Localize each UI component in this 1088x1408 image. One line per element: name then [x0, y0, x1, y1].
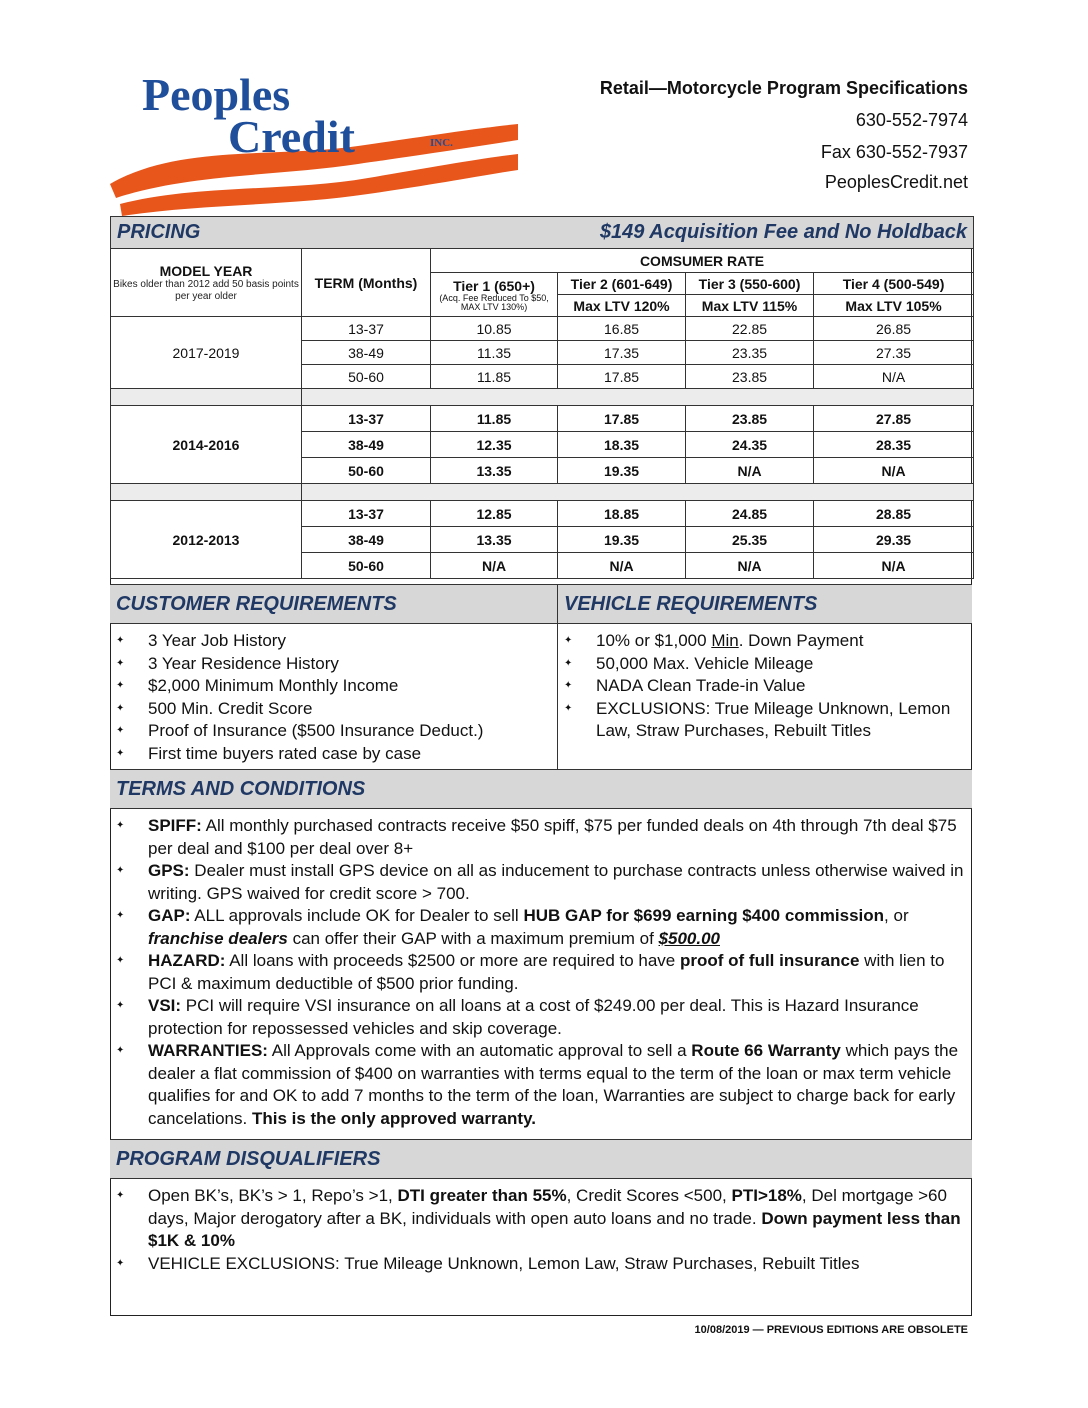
rate-cell: 23.35 [686, 341, 814, 365]
warranties-term: ✦ WARRANTIES: All Approvals come with an automatic approval to sell a Route 66 Warranty which pays the dealer a flat commission of $400 on warranties with terms equal to the term of the loan or max term vehicle qualifies for and OK to add 7 months to the term of the loan, Warranties are subject to charge back for early cancelations. This is the only approved warranty. [112, 1040, 967, 1130]
model-year-cell: 2012-2013 [111, 501, 302, 579]
pricing-title: PRICING [111, 217, 558, 249]
rate-cell: 10.85 [431, 317, 558, 341]
rate-cell: N/A [814, 458, 974, 484]
term-cell: 38-49 [302, 527, 431, 553]
website: PeoplesCredit.net [824, 172, 968, 192]
rate-cell: 28.85 [814, 501, 974, 527]
rate-cell: 13.35 [431, 527, 558, 553]
gap-term: ✦ GAP: ALL approvals include OK for Dealer to sell HUB GAP for $699 earning $400 commission, or franchise dealers can offer their GAP with a maximum premium of $500.00 [112, 905, 967, 950]
disqualifiers-section-header [110, 1139, 972, 1179]
group-spacer [111, 484, 974, 501]
vsi-term: ✦ VSI: PCI will require VSI insurance on all loans at a cost of $249.00 per deal. This is Hazard Insurance protection for repossessed vehicles and skip coverage. [112, 995, 967, 1040]
rate-cell: 27.85 [814, 406, 974, 432]
disqualifiers-title: PROGRAM DISQUALIFIERS [116, 1148, 381, 1170]
model-year-note: Bikes older than 2012 add 50 basis points per year older [113, 278, 299, 302]
gps-term: ✦ GPS: Dealer must install GPS device on all as inducement to purchase contracts unless otherwise waived in writing. GPS waived for credit score > 700. [112, 860, 967, 905]
list-item: ✦ Proof of Insurance ($500 Insurance Deduct.) [112, 720, 552, 743]
tier-3-header: Tier 3 (550-600) [686, 273, 814, 295]
tier-2-ltv: Max LTV 120% [558, 295, 686, 317]
tier-1-note: (Acq. Fee Reduced To $50, MAX LTV 130%) [439, 292, 549, 312]
terms-section-header [110, 769, 972, 809]
list-item: ✦ 3 Year Job History [112, 630, 552, 653]
table-row [111, 406, 974, 432]
table-row [111, 501, 974, 527]
rate-cell: N/A [686, 553, 814, 579]
rate-cell: 23.85 [686, 365, 814, 389]
phone-number: 630-552-7974 [855, 110, 968, 130]
list-item: ✦ First time buyers rated case by case [112, 743, 552, 766]
tier-4-ltv: Max LTV 105% [814, 295, 974, 317]
rate-cell: 27.35 [814, 341, 974, 365]
term-cell: 13-37 [302, 317, 431, 341]
logo-text-peoples: Peoples [142, 69, 291, 120]
rate-cell: N/A [558, 553, 686, 579]
list-item: ✦ EXCLUSIONS: True Mileage Unknown, Lemon Law, Straw Purchases, Rebuilt Titles [560, 698, 965, 743]
customer-requirements-title: CUSTOMER REQUIREMENTS [116, 593, 397, 615]
disqualifiers-list [112, 1185, 967, 1275]
rate-cell: N/A [686, 458, 814, 484]
term-cell: 38-49 [302, 341, 431, 365]
model-year-label: MODEL YEAR [159, 262, 253, 279]
hazard-term: ✦ HAZARD: All loans with proceeds $2500 or more are required to have proof of full insurance with lien to PCI & maximum deductible of $500 prior funding. [112, 950, 967, 995]
rate-cell: 12.35 [431, 432, 558, 458]
vehicle-requirements-list [560, 630, 965, 743]
rate-cell: 11.85 [431, 406, 558, 432]
rate-cell: 18.35 [558, 432, 686, 458]
logo-text-credit: Credit [228, 111, 355, 162]
rate-cell: 19.35 [558, 527, 686, 553]
model-year-header [111, 249, 302, 317]
tier-3-ltv: Max LTV 115% [686, 295, 814, 317]
rate-cell: 11.35 [431, 341, 558, 365]
term-cell: 38-49 [302, 432, 431, 458]
list-item: ✦ 10% or $1,000 Min. Down Payment [560, 630, 965, 653]
rate-cell: 11.85 [431, 365, 558, 389]
consumer-rate-header: COMSUMER RATE [431, 249, 974, 273]
list-item: ✦ 50,000 Max. Vehicle Mileage [560, 653, 965, 676]
tier-1-name: Tier 1 (650+) [453, 277, 535, 294]
tier-1-header [431, 273, 558, 317]
list-item: ✦ NADA Clean Trade-in Value [560, 675, 965, 698]
acquisition-fee-note: $149 Acquisition Fee and No Holdback [558, 217, 974, 249]
pricing-table [110, 216, 974, 579]
tier-2-header: Tier 2 (601-649) [558, 273, 686, 295]
rate-cell: 25.35 [686, 527, 814, 553]
list-item: ✦ 500 Min. Credit Score [112, 698, 552, 721]
list-item: ✦ $2,000 Minimum Monthly Income [112, 675, 552, 698]
rate-cell: 22.85 [686, 317, 814, 341]
list-item: ✦ 3 Year Residence History [112, 653, 552, 676]
spiff-term: ✦ SPIFF: All monthly purchased contracts receive $50 spiff, $75 per funded deals on 4th through 7th deal $75 per deal and $100 per deal over 8+ [112, 815, 967, 860]
rate-cell: 29.35 [814, 527, 974, 553]
fax-number: Fax 630-552-7937 [820, 142, 968, 162]
rate-cell: 12.85 [431, 501, 558, 527]
requirements-header [110, 584, 972, 624]
requirements-divider [557, 584, 558, 770]
document-title: Retail—Motorcycle Program Specifications [599, 78, 968, 98]
term-cell: 13-37 [302, 406, 431, 432]
list-item: ✦ VEHICLE EXCLUSIONS: True Mileage Unknown, Lemon Law, Straw Purchases, Rebuilt Titles [112, 1253, 967, 1276]
term-header: TERM (Months) [302, 249, 431, 317]
rate-cell: 23.85 [686, 406, 814, 432]
rate-cell: 26.85 [814, 317, 974, 341]
rate-cell: 19.35 [558, 458, 686, 484]
tier-4-header: Tier 4 (500-549) [814, 273, 974, 295]
rate-cell: 13.35 [431, 458, 558, 484]
rate-cell: N/A [814, 365, 974, 389]
rate-cell: 17.85 [558, 406, 686, 432]
group-spacer [111, 389, 974, 406]
rate-cell: 16.85 [558, 317, 686, 341]
rate-cell: 18.85 [558, 501, 686, 527]
rate-cell: 17.35 [558, 341, 686, 365]
peoples-credit-logo [108, 66, 528, 216]
rate-cell: 24.85 [686, 501, 814, 527]
rate-cell: 24.35 [686, 432, 814, 458]
rate-cell: 17.85 [558, 365, 686, 389]
list-item: ✦ Open BK’s, BK’s > 1, Repo’s >1, DTI greater than 55%, Credit Scores <500, PTI>18%, Del mortgage >60 days, Major derogatory after a BK, individuals with open auto loans and no trade. Down payment less than $1K & 10% [112, 1185, 967, 1253]
term-cell: 50-60 [302, 553, 431, 579]
vehicle-requirements-title: VEHICLE REQUIREMENTS [564, 593, 818, 615]
term-cell: 13-37 [302, 501, 431, 527]
terms-list [112, 815, 967, 1130]
customer-requirements-list [112, 630, 552, 765]
model-year-cell: 2017-2019 [111, 317, 302, 389]
footer-edition-note: 10/08/2019 — PREVIOUS EDITIONS ARE OBSOLETE [694, 1324, 968, 1336]
rate-cell: 28.35 [814, 432, 974, 458]
term-cell: 50-60 [302, 365, 431, 389]
term-cell: 50-60 [302, 458, 431, 484]
logo-text-inc: INC. [430, 137, 453, 149]
rate-cell: N/A [431, 553, 558, 579]
rate-cell: N/A [814, 553, 974, 579]
terms-title: TERMS AND CONDITIONS [116, 778, 366, 800]
model-year-cell: 2014-2016 [111, 406, 302, 484]
table-row [111, 317, 974, 341]
